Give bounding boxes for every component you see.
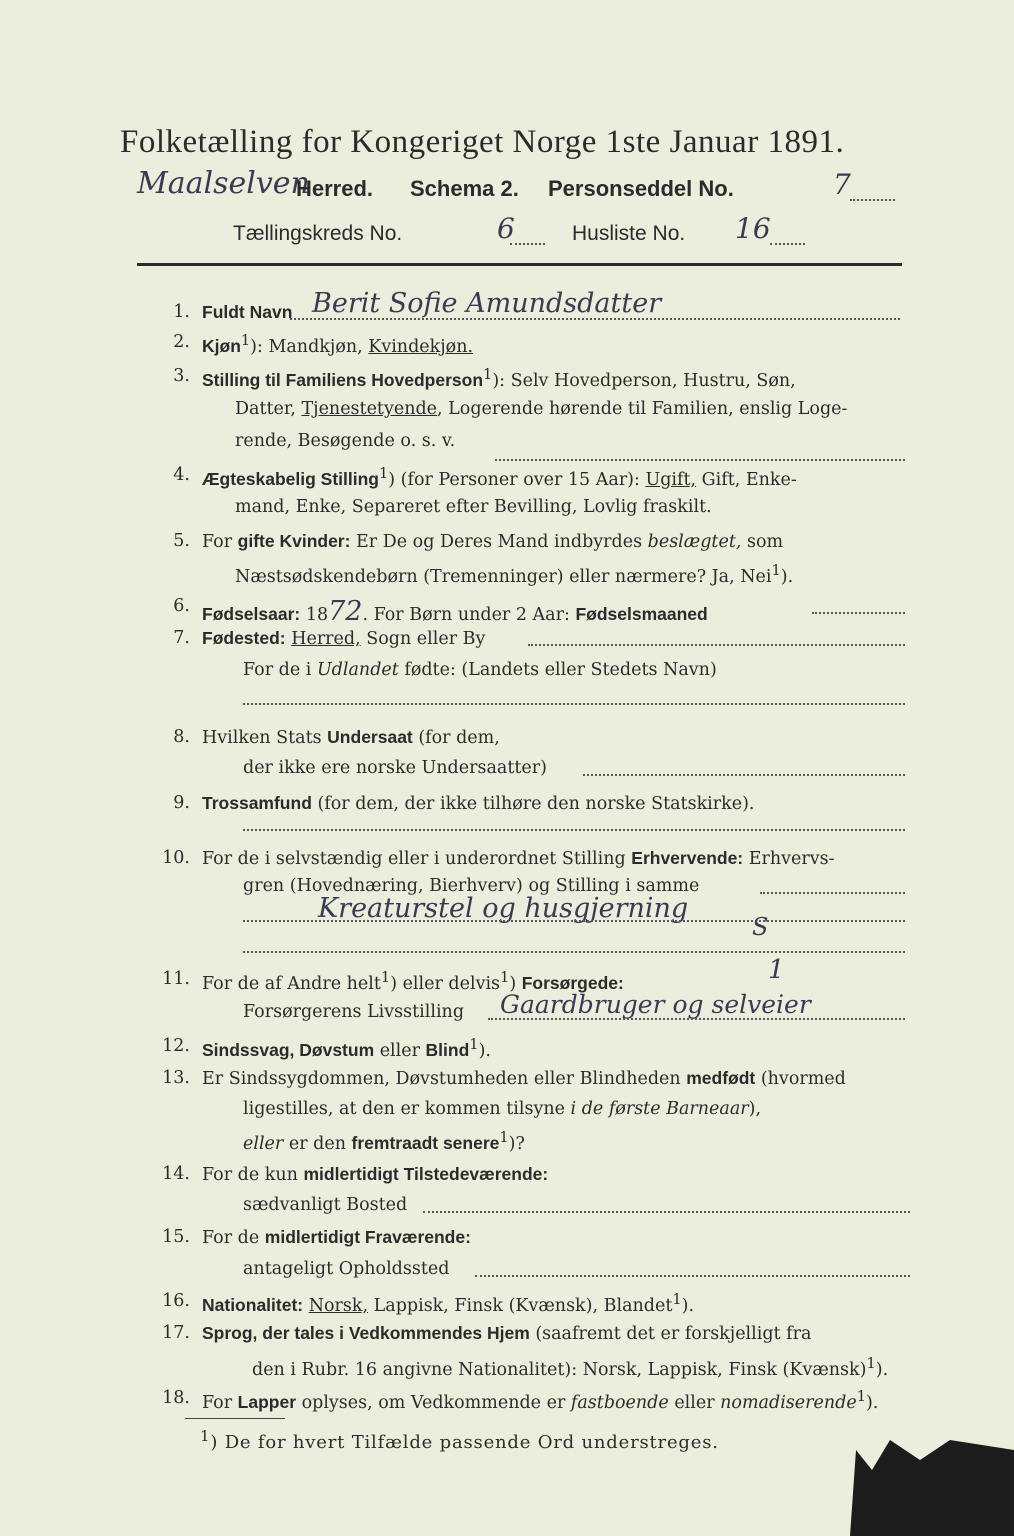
item-text: )? [508, 1133, 525, 1154]
item-text: For de [202, 1228, 265, 1248]
item-text: ). [780, 566, 794, 587]
item-text: ). [681, 1295, 695, 1316]
footnote-marker: 1 [378, 465, 389, 482]
item-text: Erhvervs- [743, 849, 835, 869]
item-label: Fødselsmaaned [575, 604, 708, 624]
item-number: 10. [162, 848, 190, 868]
item-number: 9. [173, 793, 190, 813]
item-text: nomadiserende [720, 1392, 857, 1413]
item-text: fødte: (Landets eller Stedets Navn) [398, 660, 717, 680]
item-label: gifte Kvinder: [237, 531, 351, 551]
item-label: Fuldt Navn [202, 302, 293, 322]
item-text: For de af Andre helt [202, 973, 381, 994]
item-text: Sogn eller By [360, 629, 486, 649]
full-name-value: Berit Sofie Amundsdatter [312, 288, 662, 319]
item-label: Forsørgede: [521, 972, 624, 993]
item-text: For [202, 1392, 238, 1413]
personseddel-number: 7 [833, 168, 851, 201]
item-label: Fødselsaar: [202, 604, 301, 624]
item-label: Undersaat [327, 727, 413, 747]
item-label: Trossamfund [202, 793, 312, 813]
item-number: 16. [162, 1291, 190, 1311]
item-label: Sindssvag, Døvstum [202, 1039, 375, 1060]
item-text: i de første Barneaar [570, 1099, 749, 1119]
item-text: Lappisk, Finsk (Kvænsk), Blandet [368, 1295, 673, 1316]
item-text: den i Rubr. 16 angivne Nationalitet): Norsk, Lappisk, Finsk (Kvænsk) [252, 1359, 867, 1380]
footnote-text: ) De for hvert Tilfælde passende Ord understreges. [210, 1432, 719, 1453]
item-text: antageligt Opholdssted [243, 1259, 450, 1279]
item-text: (for dem, [412, 728, 500, 748]
footnote-marker: 1 [499, 1129, 509, 1146]
schema-label: Schema 2. [410, 176, 519, 201]
item-label: Blind [425, 1039, 470, 1060]
selected-option: Norsk, [308, 1295, 369, 1316]
item-text: ). [875, 1359, 889, 1380]
item-text: sædvanligt Bosted [243, 1195, 408, 1215]
item-text: ): Mandkjøn, [250, 336, 369, 357]
item-text: For de i [243, 660, 317, 680]
footnote-marker: 1 [771, 562, 781, 579]
occupation-code-mark: S [752, 913, 769, 941]
item-text: ) (for Personer over 15 Aar): [388, 469, 646, 490]
footnote-marker: 1 [483, 366, 493, 383]
selected-option: Tjenestetyende [301, 399, 438, 419]
item-text: mand, Enke, Separeret efter Bevilling, Lovlig fraskilt. [235, 497, 712, 517]
item-text: der ikke ere norske Undersaatter) [243, 758, 547, 778]
item-label: Kjøn [202, 335, 241, 356]
item-text: Hvilken Stats [202, 728, 328, 748]
footnote-marker: 1 [866, 1355, 876, 1372]
item-number: 6. [173, 596, 190, 616]
kreds-number: 6 [497, 212, 515, 245]
item-text: er den [283, 1133, 352, 1154]
selected-option: Kvindekjøn. [368, 336, 474, 357]
item-text: Er Sindssygdommen, Døvstumheden eller Blindheden [202, 1069, 687, 1089]
item-text: For [202, 532, 238, 552]
item-text: (saafremt det er forskjelligt fra [529, 1324, 812, 1344]
occupation-value: Kreaturstel og husgjerning [318, 893, 689, 924]
item-label: Sprog, der tales i Vedkommendes Hjem [202, 1323, 530, 1343]
kreds-label: Tællingskreds No. [233, 222, 403, 245]
item-text: ). [865, 1392, 879, 1413]
item-text: eller [668, 1392, 721, 1413]
item-label: Nationalitet: [202, 1294, 304, 1315]
item-label: Fødested: [202, 628, 286, 648]
item-number: 15. [162, 1227, 190, 1247]
item-text: (hvormed [755, 1069, 846, 1089]
item-text: Datter, [235, 399, 302, 419]
year-prefix: 18 [305, 605, 329, 625]
item-number: 3. [173, 366, 190, 386]
item-text: ). [478, 1040, 491, 1061]
item-number: 18. [162, 1388, 190, 1408]
item-text: Udlandet [316, 660, 399, 680]
item-number: 5. [173, 531, 190, 551]
item-label: medfødt [686, 1068, 756, 1088]
item-text: ligestilles, at den er kommen tilsyne [243, 1099, 571, 1119]
item-label: Erhvervende: [631, 848, 744, 868]
husliste-label: Husliste No. [572, 222, 686, 245]
item-text: (for dem, der ikke tilhøre den norske Statskirke). [311, 794, 755, 814]
selected-option: Herred, [291, 629, 361, 649]
item-label: Stilling til Familiens Hovedperson [202, 369, 484, 390]
item-text: rende, Besøgende o. s. v. [235, 431, 456, 451]
form-title: Folketælling for Kongeriget Norge 1ste Januar 1891. [120, 124, 845, 160]
selected-option: Ugift, [645, 469, 697, 490]
item-text: ) eller delvis [390, 973, 501, 994]
footnote-marker: 1 [856, 1388, 866, 1405]
footnote-marker: 1 [469, 1036, 479, 1053]
item-text: ): Selv Hovedperson, Hustru, Søn, [492, 370, 796, 391]
item-text: oplyses, om Vedkommende er [296, 1392, 571, 1413]
item-text: . For Børn under 2 Aar: [362, 605, 576, 625]
item-label: Lapper [237, 1391, 297, 1412]
item-text: For de kun [202, 1165, 304, 1185]
item-text: ), [748, 1099, 762, 1119]
birth-year-value: 72 [328, 596, 363, 627]
footnote-marker: 1 [200, 1427, 211, 1445]
item-text: gren (Hovednæring, Bierhverv) og Stilling i samme [243, 876, 700, 896]
item-number: 1. [173, 302, 190, 322]
item-number: 8. [173, 727, 190, 747]
item-number: 11. [162, 969, 190, 989]
item-number: 4. [173, 465, 190, 485]
personseddel-label: Personseddel No. [548, 176, 734, 201]
item-number: 13. [162, 1068, 190, 1088]
footnote-marker: 1 [672, 1291, 682, 1308]
footnote-marker: 1 [500, 969, 510, 986]
item-label: midlertidigt Tilstedeværende: [303, 1164, 549, 1184]
footnote-marker: 1 [240, 332, 251, 349]
item-text: Gift, Enke- [696, 469, 797, 490]
item-label: midlertidigt Fraværende: [264, 1227, 471, 1247]
herred-handwritten: Maalselven [137, 166, 310, 201]
item-number: 7. [173, 628, 190, 648]
item-text: For de i selvstændig eller i underordnet Stilling [202, 849, 632, 869]
item-text: beslægtet, [647, 532, 742, 552]
provider-check-mark: 1 [768, 955, 785, 985]
provider-occupation-value: Gaardbruger og selveier [500, 990, 811, 1019]
item-text: fastboende [570, 1392, 669, 1413]
item-text: eller [243, 1133, 284, 1154]
item-label: fremtraadt senere [351, 1132, 500, 1153]
item-number: 12. [162, 1036, 190, 1056]
husliste-number: 16 [735, 212, 771, 245]
item-text: Er De og Deres Mand indbyrdes [350, 532, 648, 552]
item-number: 14. [162, 1164, 190, 1184]
item-text: , Logerende hørende til Familien, enslig Loge- [437, 399, 848, 419]
item-text: Næstsødskendebørn (Tremenninger) eller nærmere? Ja, Nei [235, 566, 772, 587]
herred-label: Herred. [296, 176, 374, 201]
item-text: ) [509, 973, 522, 994]
item-text: eller [374, 1040, 426, 1061]
item-label: Ægteskabelig Stilling [202, 468, 379, 489]
item-text: Forsørgerens Livsstilling [243, 1002, 465, 1022]
item-number: 17. [162, 1323, 190, 1343]
footnote-marker: 1 [380, 969, 391, 986]
item-number: 2. [173, 332, 190, 352]
item-text: som [741, 532, 784, 552]
